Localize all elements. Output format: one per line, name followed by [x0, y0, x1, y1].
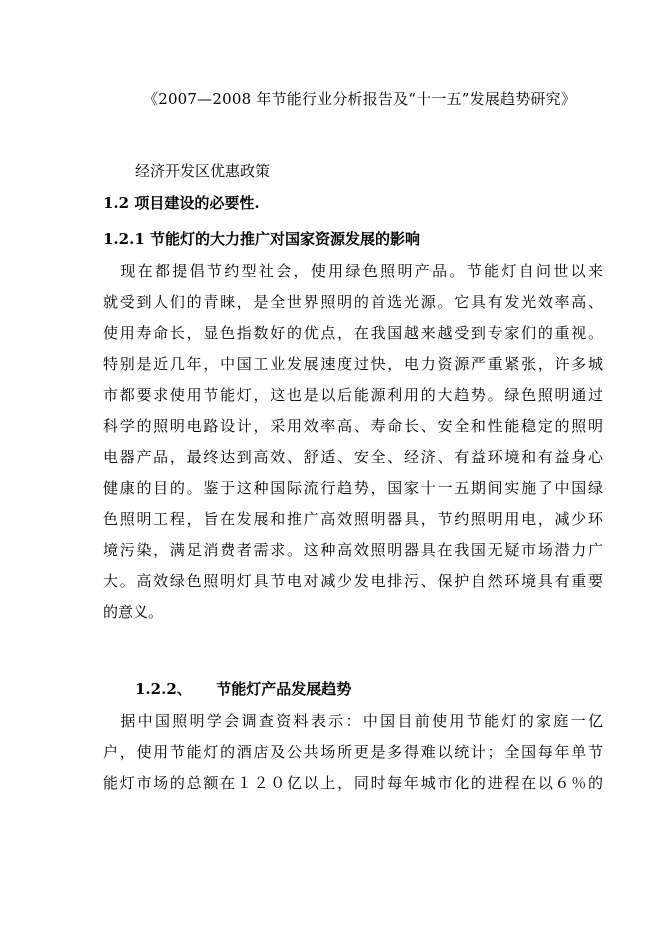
report-title: 《2007—2008 年节能行业分析报告及“十一五”发展趋势研究》 [143, 90, 577, 108]
section-label: 经济开发区优惠政策 [135, 162, 271, 180]
paragraph-line: 电器产品，最终达到高效、舒适、安全、经济、有益环境和有益身心 [103, 448, 603, 466]
paragraph-line: 使用寿命长，显色指数好的优点，在我国越来越受到专家们的重视。 [103, 324, 603, 342]
paragraph-line: 境污染，满足消费者需求。这种高效照明器具在我国无疑市场潜力广 [103, 541, 603, 559]
paragraph-2 [103, 706, 603, 799]
paragraph-line: 据中国照明学会调查资料表示：中国目前使用节能灯的家庭一亿 [103, 712, 603, 730]
paragraph-line: 健康的目的。鉴于这种国际流行趋势，国家十一五期间实施了中国绿 [103, 479, 603, 497]
paragraph-line: 大。高效绿色照明灯具节电对减少发电排污、保护自然环境具有重要 [103, 572, 603, 590]
paragraph-line: 就受到人们的青睐，是全世界照明的首选光源。它具有发光效率高、 [103, 293, 603, 311]
paragraph-line: 特别是近几年，中国工业发展速度过快，电力资源严重紧张，许多城 [103, 355, 603, 373]
heading-1-2-2 [135, 678, 351, 699]
paragraph-line: 色照明工程，旨在发展和推广高效照明器具，节约照明用电，减少环 [103, 510, 603, 528]
heading-1-2-2-text: 节能灯产品发展趋势 [216, 680, 352, 698]
paragraph-line: 现在都提倡节约型社会，使用绿色照明产品。节能灯自问世以来 [103, 262, 603, 280]
paragraph-1 [103, 256, 603, 628]
paragraph-line: 的意义。 [103, 603, 164, 621]
heading-1-2-1: 1.2.1 节能灯的大力推广对国家资源发展的影响 [103, 230, 420, 248]
heading-1-2-2-number: 1.2.2、 [135, 680, 192, 698]
paragraph-line: 户，使用节能灯的酒店及公共场所更是多得难以统计；全国每年单节 [103, 743, 603, 761]
paragraph-line: 科学的照明电路设计，采用效率高、寿命长、安全和性能稳定的照明 [103, 417, 603, 435]
paragraph-line: 市都要求使用节能灯，这也是以后能源利用的大趋势。绿色照明通过 [103, 386, 603, 404]
paragraph-line: 能灯市场的总额在１２０亿以上，同时每年城市化的进程在以６％的 [103, 774, 603, 792]
heading-1-2: 1.2 项目建设的必要性. [103, 194, 260, 212]
